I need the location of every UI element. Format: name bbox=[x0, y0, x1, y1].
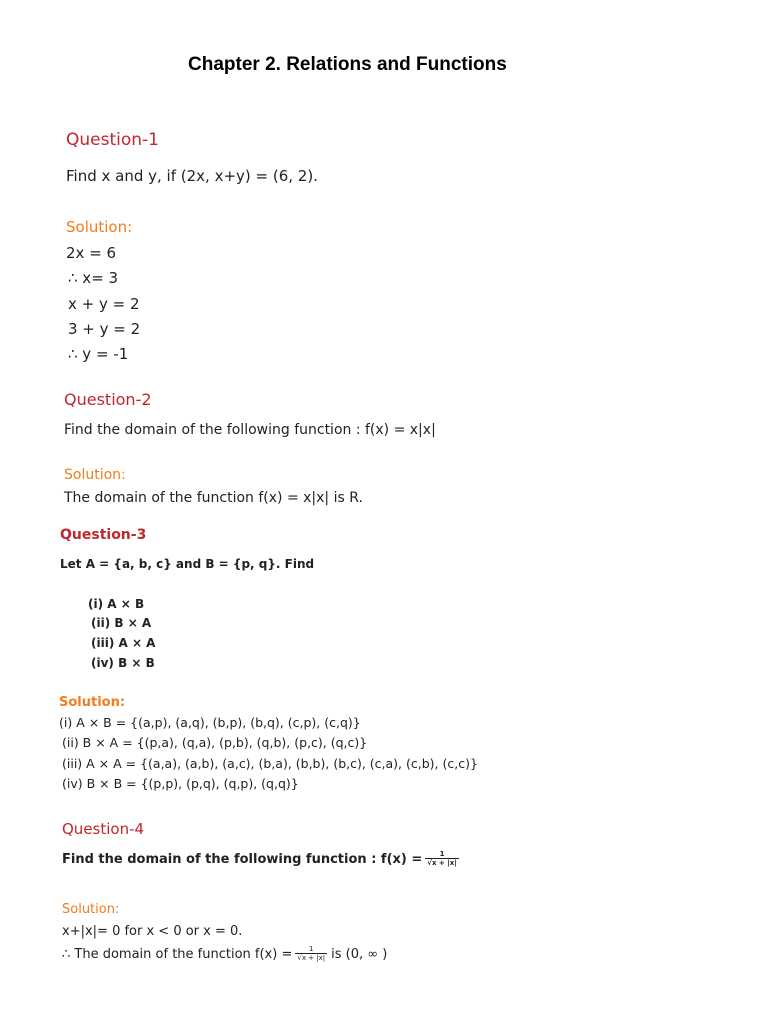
fraction-denominator: √x + |x| bbox=[297, 954, 326, 962]
question-4-prompt-row bbox=[62, 851, 459, 867]
solution-1-line: ∴ y = -1 bbox=[68, 345, 129, 363]
question-4-heading: Question-4 bbox=[62, 820, 145, 838]
question-1-heading: Question-1 bbox=[66, 130, 159, 150]
solution-3-line: (ii) B × A = {(p,a), (q,a), (p,b), (q,b), (p,c), (q,c)} bbox=[62, 735, 368, 750]
solution-3-line: (iv) B × B = {(p,p), (p,q), (q,p), (q,q)} bbox=[62, 776, 299, 791]
page-title: Chapter 2. Relations and Functions bbox=[188, 54, 507, 75]
solution-1-line: x + y = 2 bbox=[68, 295, 140, 313]
solution-4-line: x+|x|= 0 for x < 0 or x = 0. bbox=[62, 924, 243, 939]
question-3-prompt: Let A = {a, b, c} and B = {p, q}. Find bbox=[60, 557, 315, 571]
solution-4-line: ∴ The domain of the function f(x) = bbox=[62, 946, 293, 962]
fraction-numerator: 1 bbox=[439, 850, 445, 858]
question-3-part: (iv) B × B bbox=[91, 656, 155, 670]
solution-4-line-row bbox=[62, 946, 387, 962]
question-3-part: (iii) A × A bbox=[91, 636, 156, 650]
radicand: x + |x| bbox=[431, 859, 457, 867]
question-4-prompt: Find the domain of the following function : f(x) = bbox=[62, 851, 423, 867]
solution-1-line: 2x = 6 bbox=[66, 244, 117, 262]
solution-4-line: is (0, ∞ ) bbox=[331, 946, 388, 962]
fraction-denominator: √x + |x| bbox=[427, 859, 457, 867]
question-3-heading: Question-3 bbox=[60, 527, 147, 543]
solution-4-label: Solution: bbox=[62, 902, 120, 917]
question-1-prompt: Find x and y, if (2x, x+y) = (6, 2). bbox=[66, 167, 318, 185]
question-2-heading: Question-2 bbox=[64, 390, 152, 409]
question-3-part: (ii) B × A bbox=[91, 616, 152, 630]
radicand: x + |x| bbox=[301, 954, 326, 962]
solution-1-label: Solution: bbox=[66, 218, 133, 236]
solution-1-line: 3 + y = 2 bbox=[68, 320, 141, 338]
question-3-part: (i) A × B bbox=[88, 597, 145, 611]
solution-3-line: (iii) A × A = {(a,a), (a,b), (a,c), (b,a), (b,b), (b,c), (c,a), (c,b), (c,c)} bbox=[62, 756, 478, 771]
solution-3-line: (i) A × B = {(a,p), (a,q), (b,p), (b,q), (c,p), (c,q)} bbox=[59, 715, 361, 730]
solution-2-line: The domain of the function f(x) = x|x| is R. bbox=[64, 490, 363, 506]
solution-2-label: Solution: bbox=[64, 467, 126, 483]
solution-1-line: ∴ x= 3 bbox=[68, 269, 119, 287]
solution-4-fraction bbox=[295, 946, 327, 962]
question-4-fraction bbox=[425, 851, 459, 867]
question-2-prompt: Find the domain of the following function : f(x) = x|x| bbox=[64, 422, 436, 438]
solution-3-label: Solution: bbox=[59, 695, 126, 710]
fraction-numerator: 1 bbox=[309, 945, 314, 953]
